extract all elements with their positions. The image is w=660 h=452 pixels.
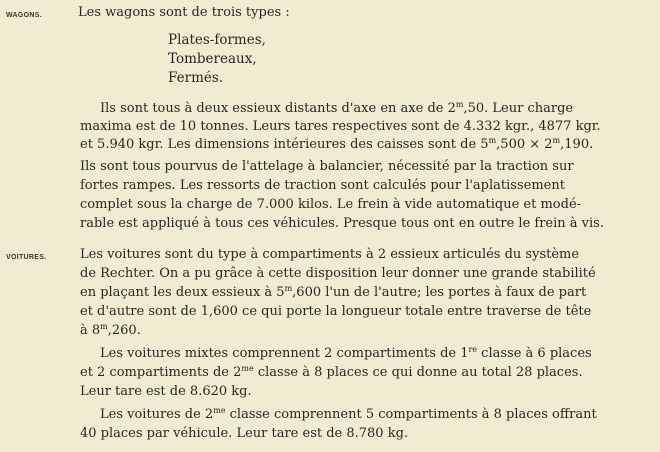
text-span: et 5.940 kgr. Les dimensions intérieures des caisses sont de 5: [80, 137, 489, 152]
text-span: en plaçant les deux essieux à 5: [80, 285, 285, 300]
voitures-para2-line: [100, 345, 592, 363]
text-span: ,500 × 2: [496, 137, 553, 152]
margin-label-voitures: VOITURES.: [6, 254, 47, 261]
wagon-type-item: Tombereaux,: [168, 51, 257, 67]
text-span: ,190.: [560, 137, 594, 152]
superscript: re: [468, 345, 478, 354]
wagons-para2-line: Ils sont tous pourvus de l'attelage à balancier, nécessité par la traction sur: [80, 159, 574, 174]
text-span: Ils sont tous à deux essieux distants d'axe en axe de 2: [100, 101, 456, 116]
voitures-para2-line: Leur tare est de 8.620 kg.: [80, 384, 252, 399]
voitures-para3-line: 40 places par véhicule. Leur tare est de 8.780 kg.: [80, 426, 409, 441]
voitures-para1-line: Les voitures sont du type à compartiments à 2 essieux articulés du système: [80, 247, 580, 262]
superscript: me: [213, 406, 226, 415]
wagons-para2-line: complet sous la charge de 7.000 kilos. Le frein à vide automatique et modé-: [80, 197, 582, 212]
wagon-type-item: Plates-formes,: [168, 32, 266, 48]
text-span: classe à 8 places ce qui donne au total 28 places.: [253, 365, 583, 380]
wagons-para2-line: fortes rampes. Les ressorts de traction sont calculés pour l'aplatissement: [80, 178, 565, 193]
voitures-para1-line: [80, 322, 141, 340]
text-span: classe comprennent 5 compartiments à 8 places offrant: [225, 407, 597, 422]
wagons-para1-line: [80, 136, 593, 154]
margin-label-wagons: WAGONS.: [6, 12, 42, 19]
text-span: à 8: [80, 323, 101, 338]
voitures-para2-line: [80, 364, 583, 382]
text-span: ,260.: [107, 323, 141, 338]
voitures-para1-line: de Rechter. On a pu grâce à cette disposition leur donner une grande stabilité: [80, 266, 596, 281]
wagons-para1-line: [100, 100, 573, 118]
text-span: et 2 compartiments de 2: [80, 365, 242, 380]
wagon-type-item: Fermés.: [168, 70, 224, 86]
superscript: m: [552, 136, 561, 145]
text-span: Les voitures mixtes comprennent 2 compartiments de 1: [100, 346, 469, 361]
wagons-para2-line: rable est appliqué à tous ces véhicules. Presque tous ont en outre le frein à vis.: [80, 216, 604, 231]
voitures-para1-line: [80, 284, 586, 302]
text-span: Les voitures de 2: [100, 407, 214, 422]
superscript: m: [455, 100, 464, 109]
wagons-para1-line: maxima est de 10 tonnes. Leurs tares respectives sont de 4.332 kgr., 4877 kgr.: [80, 119, 601, 134]
text-span: ,50. Leur charge: [463, 101, 574, 116]
wagons-intro: Les wagons sont de trois types :: [78, 5, 290, 20]
text-span: classe à 6 places: [477, 346, 592, 361]
text-span: ,600 l'un de l'autre; les portes à faux de part: [292, 285, 587, 300]
superscript: m: [488, 136, 497, 145]
superscript: me: [241, 364, 254, 373]
voitures-para3-line: [100, 406, 597, 424]
superscript: m: [100, 322, 108, 331]
voitures-para1-line: et d'autre sont de 1,600 ce qui porte la longueur totale entre traverse de tête: [80, 304, 592, 319]
superscript: m: [284, 284, 293, 293]
